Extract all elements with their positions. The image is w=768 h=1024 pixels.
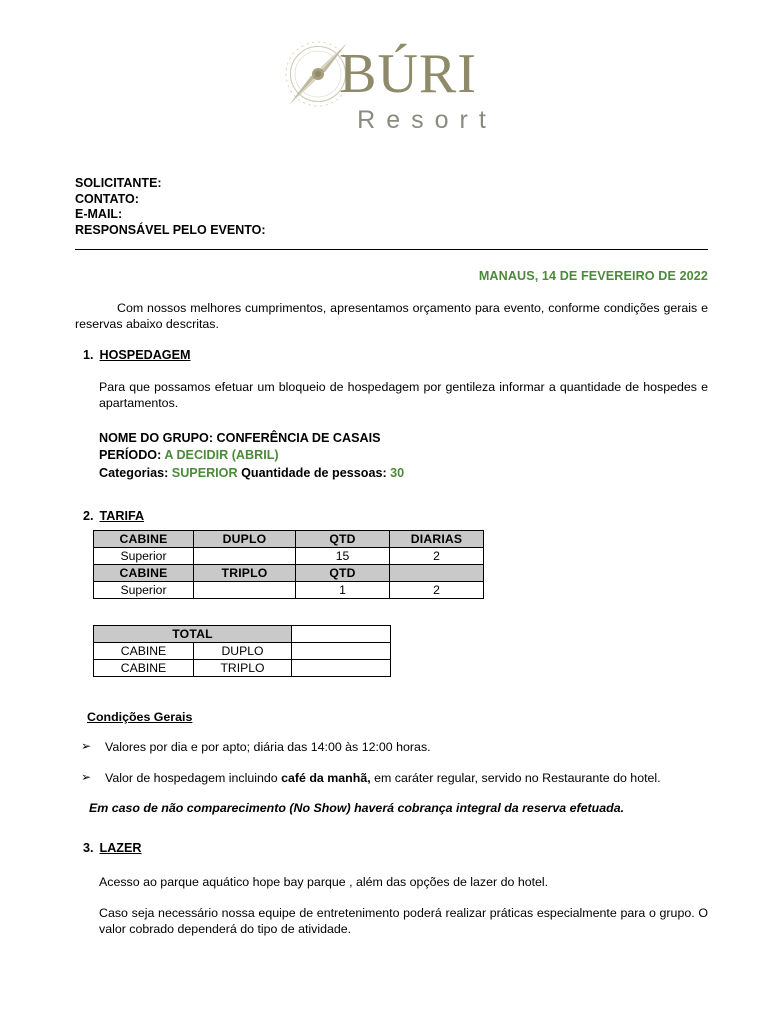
header-divider [75, 249, 708, 250]
table-cell: QTD [296, 565, 390, 582]
categories-label: Categorias: [99, 465, 169, 480]
table-cell: TRIPLO [194, 565, 296, 582]
bullet-arrow-icon: ➢ [81, 739, 92, 754]
table-cell: Superior [94, 582, 194, 599]
section-number: 3. [83, 841, 94, 856]
tarifa-table [93, 530, 484, 599]
requester-fields [75, 176, 266, 238]
tarifa-table-body [94, 531, 484, 599]
period-line [75, 447, 708, 465]
categories-line [75, 465, 708, 483]
table-row [94, 582, 484, 599]
conditions-list [75, 739, 708, 786]
field-solicitante: SOLICITANTE: [75, 176, 162, 190]
table-cell: Superior [94, 548, 194, 565]
total-table-body [94, 626, 391, 677]
group-name-line [75, 430, 708, 448]
total-title-cell: TOTAL [94, 626, 292, 643]
group-name-value: CONFERÊNCIA DE CASAIS [216, 430, 381, 445]
brand-wordmark: BÚRI [339, 43, 477, 105]
list-item-text-post: em caráter regular, servido no Restaurante do hotel. [370, 770, 661, 785]
lazer-body [75, 874, 708, 937]
table-cell: 2 [390, 548, 484, 565]
table-cell: CABINE [94, 531, 194, 548]
period-value: A DECIDIR (ABRIL) [164, 448, 279, 463]
section-heading-tarifa [75, 508, 708, 524]
table-row [94, 660, 391, 677]
field-email: E-MAIL: [75, 207, 123, 221]
table-cell [292, 626, 391, 643]
field-responsavel: RESPONSÁVEL PELO EVENTO: [75, 222, 266, 237]
list-item-text-bold: café da manhã, [281, 770, 371, 785]
period-label: PERÍODO: [99, 448, 162, 463]
section-label: HOSPEDAGEM [99, 347, 191, 362]
people-label: Quantidade de pessoas: [241, 465, 387, 480]
categories-value: SUPERIOR [171, 465, 238, 480]
list-item-text: Valores por dia e por apto; diária das 14:00 às 12:00 horas. [105, 740, 431, 755]
table-cell: CABINE [94, 643, 194, 660]
list-item [75, 739, 708, 755]
table-cell: DUPLO [194, 531, 296, 548]
table-row [94, 531, 484, 548]
table-row [94, 626, 391, 643]
table-cell: 15 [296, 548, 390, 565]
table-row [94, 643, 391, 660]
table-cell: CABINE [94, 660, 194, 677]
brand-subtitle: Resort [357, 106, 497, 134]
table-cell: QTD [296, 531, 390, 548]
logo-row [0, 38, 768, 110]
field-contato: CONTATO: [75, 191, 139, 206]
hospedagem-body [75, 379, 708, 412]
no-show-notice: Em caso de não comparecimento (No Show) haverá cobrança integral da reserva efetuada. [89, 800, 625, 815]
table-cell [292, 643, 391, 660]
section-number: 2. [83, 509, 94, 524]
total-table [93, 625, 391, 677]
lazer-paragraph-2: Caso seja necessário nossa equipe de entretenimento poderá realizar práticas especialmente para o grupo. O valor cobrado dependerá do tipo de atividade. [99, 905, 708, 937]
section-label: LAZER [99, 841, 142, 856]
table-cell [194, 548, 296, 565]
people-value: 30 [390, 465, 405, 480]
table-cell: TRIPLO [194, 660, 292, 677]
table-cell [194, 582, 296, 599]
brand-logo [0, 38, 768, 134]
bullet-arrow-icon: ➢ [81, 769, 92, 784]
group-name-label: NOME DO GRUPO: [99, 430, 214, 445]
section-heading-lazer [75, 840, 708, 856]
list-item-text-pre: Valor de hospedagem incluindo [105, 770, 282, 785]
section-number: 1. [83, 347, 94, 362]
table-cell [292, 660, 391, 677]
hospedagem-paragraph: Para que possamos efetuar um bloqueio de hospedagem por gentileza informar a quantidade de hospedes e apartamentos. [99, 379, 708, 411]
intro-paragraph: Com nossos melhores cumprimentos, apresentamos orçamento para evento, conforme condições gerais e reservas abaixo descritas. [75, 301, 708, 332]
table-cell: 2 [390, 582, 484, 599]
table-cell: CABINE [94, 565, 194, 582]
section-heading-hospedagem [75, 347, 708, 363]
table-cell: DUPLO [194, 643, 292, 660]
table-row [94, 548, 484, 565]
section-label: TARIFA [99, 509, 145, 524]
table-cell: 1 [296, 582, 390, 599]
list-item [75, 770, 708, 786]
table-row [94, 565, 484, 582]
conditions-title: Condições Gerais [87, 710, 193, 725]
dateline: MANAUS, 14 DE FEVEREIRO DE 2022 [478, 269, 708, 283]
table-cell [390, 565, 484, 582]
document-body [75, 268, 708, 950]
lazer-paragraph-1: Acesso ao parque aquático hope bay parque , além das opções de lazer do hotel. [99, 875, 549, 890]
table-cell: DIARIAS [390, 531, 484, 548]
